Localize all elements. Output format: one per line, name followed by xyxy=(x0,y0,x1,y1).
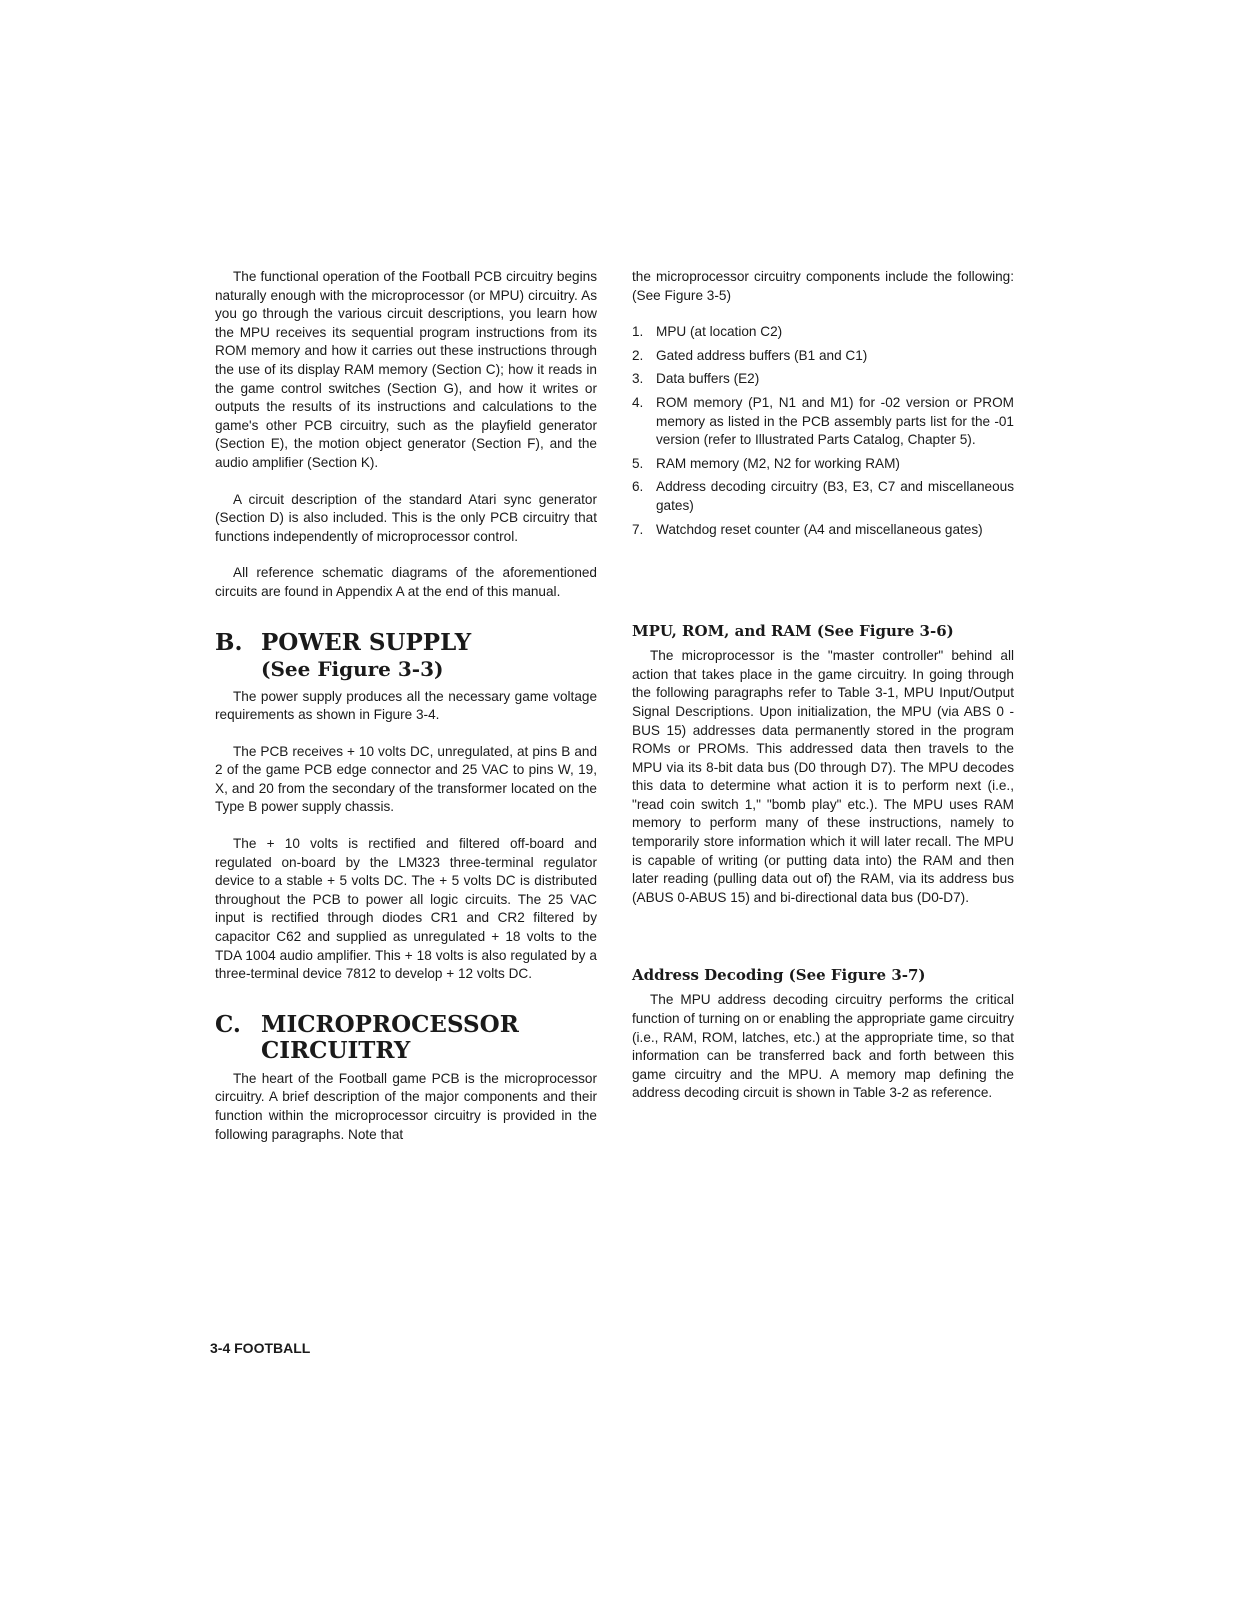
power-supply-paragraph-3: The + 10 volts is rectified and filtered off-board and regulated on-board by the LM323 three-terminal regulator device to a stable + 5 volts DC. The + 5 volts DC is distributed throughout the PCB to power all logic circuits. The 25 VAC input is rectified through diodes CR1 and CR2 filtered by capacitor C62 and supplied as unregulated + 18 volts to the TDA 1004 audio amplifier. This + 18 volts is also regulated by a three-terminal device 7812 to develop + 12 volts DC. xyxy=(215,836,597,982)
mpu-rom-ram-heading: MPU, ROM, and RAM (See Figure 3-6) xyxy=(632,622,954,641)
left-column xyxy=(215,268,597,1144)
section-c-letter: C. xyxy=(215,1010,241,1038)
list-item: 3. Data buffers (E2) xyxy=(632,371,760,387)
component-list xyxy=(632,323,1014,539)
list-item: 1. MPU (at location C2) xyxy=(632,324,783,340)
section-c-heading xyxy=(215,1012,597,1064)
list-item: 6. Address decoding circuitry (B3, E3, C7 and miscellaneous gates) xyxy=(632,479,1014,513)
intro-paragraph-1: The functional operation of the Football PCB circuitry begins naturally enough with the microprocessor (or MPU) circuitry. As you go through the various circuit descriptions, you learn how the MPU receives its sequential program instructions from its ROM memory and how it carries out these instructions through the use of its display RAM memory (Section C); how it reads in the game control switches (Section G), and how it writes or outputs the results of its instructions and calculations to the game's other PCB circuitry, such as the playfield generator (Section E), the motion object generator (Section F), and the audio amplifier (Section K). xyxy=(215,269,597,470)
section-b-heading xyxy=(215,630,597,682)
address-decoding-heading: Address Decoding (See Figure 3-7) xyxy=(632,966,926,985)
list-item: 7. Watchdog reset counter (A4 and miscellaneous gates) xyxy=(632,521,983,537)
list-item: 2. Gated address buffers (B1 and C1) xyxy=(632,347,868,363)
microprocessor-paragraph-1: The heart of the Football game PCB is the microprocessor circuitry. A brief description of the major components and their function within the microprocessor circuitry is provided in the following paragraphs. Note that xyxy=(215,1070,597,1142)
power-supply-paragraph-1: The power supply produces all the necessary game voltage requirements as shown in Figure 3-4. xyxy=(215,688,597,723)
page-footer: 3-4 FOOTBALL xyxy=(210,1340,311,1356)
section-b-title: POWER SUPPLY xyxy=(261,628,472,656)
list-item: 5. RAM memory (M2, N2 for working RAM) xyxy=(632,455,900,471)
right-column xyxy=(632,268,1014,1103)
intro-paragraph-2: A circuit description of the standard Atari sync generator (Section D) is also included. This is the only PCB circuitry that functions independently of microprocessor control. xyxy=(215,491,597,544)
address-decoding-paragraph: The MPU address decoding circuitry performs the critical function of turning on or enabling the appropriate game circuitry (i.e., RAM, ROM, latches, etc.) at the appropriate time, so that information can be transferred back and forth between this game circuitry and the MPU. A memory map defining the address decoding circuit is shown in Table 3-2 as reference. xyxy=(632,992,1014,1101)
section-b-subtitle: (See Figure 3-3) xyxy=(261,656,444,681)
power-supply-paragraph-2: The PCB receives + 10 volts DC, unregulated, at pins B and 2 of the game PCB edge connector and 25 VAC to pins W, 19, X, and 20 from the secondary of the transformer located on the Type B power supply chassis. xyxy=(215,743,597,815)
list-item: 4. ROM memory (P1, N1 and M1) for -02 version or PROM memory as listed in the PCB assembly parts list for the -01 version (refer to Illustrated Parts Catalog, Chapter 5). xyxy=(632,394,1014,448)
intro-paragraph-3: All reference schematic diagrams of the aforementioned circuits are found in Appendix A at the end of this manual. xyxy=(215,565,597,599)
section-c-title-line1: MICROPROCESSOR xyxy=(261,1010,519,1038)
mpu-paragraph: The microprocessor is the "master controller" behind all action that takes place in the game circuitry. In going through the following paragraphs refer to Table 3-1, MPU Input/Output Signal Descriptions. Upon initialization, the MPU (via ABS 0 - BUS 15) addresses data permanently stored in the program ROMs or PROMs. This addressed data then travels to the MPU via its 8-bit data bus (D0 through D7). The MPU decodes this data to determine what action it is to perform next (i.e., "read coin switch 1," "bomb play" etc.). The MPU uses RAM memory to perform many of these instructions, namely to temporarily store information which it will later recall. The MPU is capable of writing (or putting data into) the RAM and then later reading (pulling data out of) the RAM, via its address bus (ABUS 0-ABUS 15) and bi-directional data bus (D0-D7). xyxy=(632,648,1014,905)
continued-paragraph: the microprocessor circuitry components include the following: (See Figure 3-5) xyxy=(632,269,1014,303)
section-c-title-line2: CIRCUITRY xyxy=(261,1036,411,1064)
section-b-letter: B. xyxy=(215,628,243,656)
